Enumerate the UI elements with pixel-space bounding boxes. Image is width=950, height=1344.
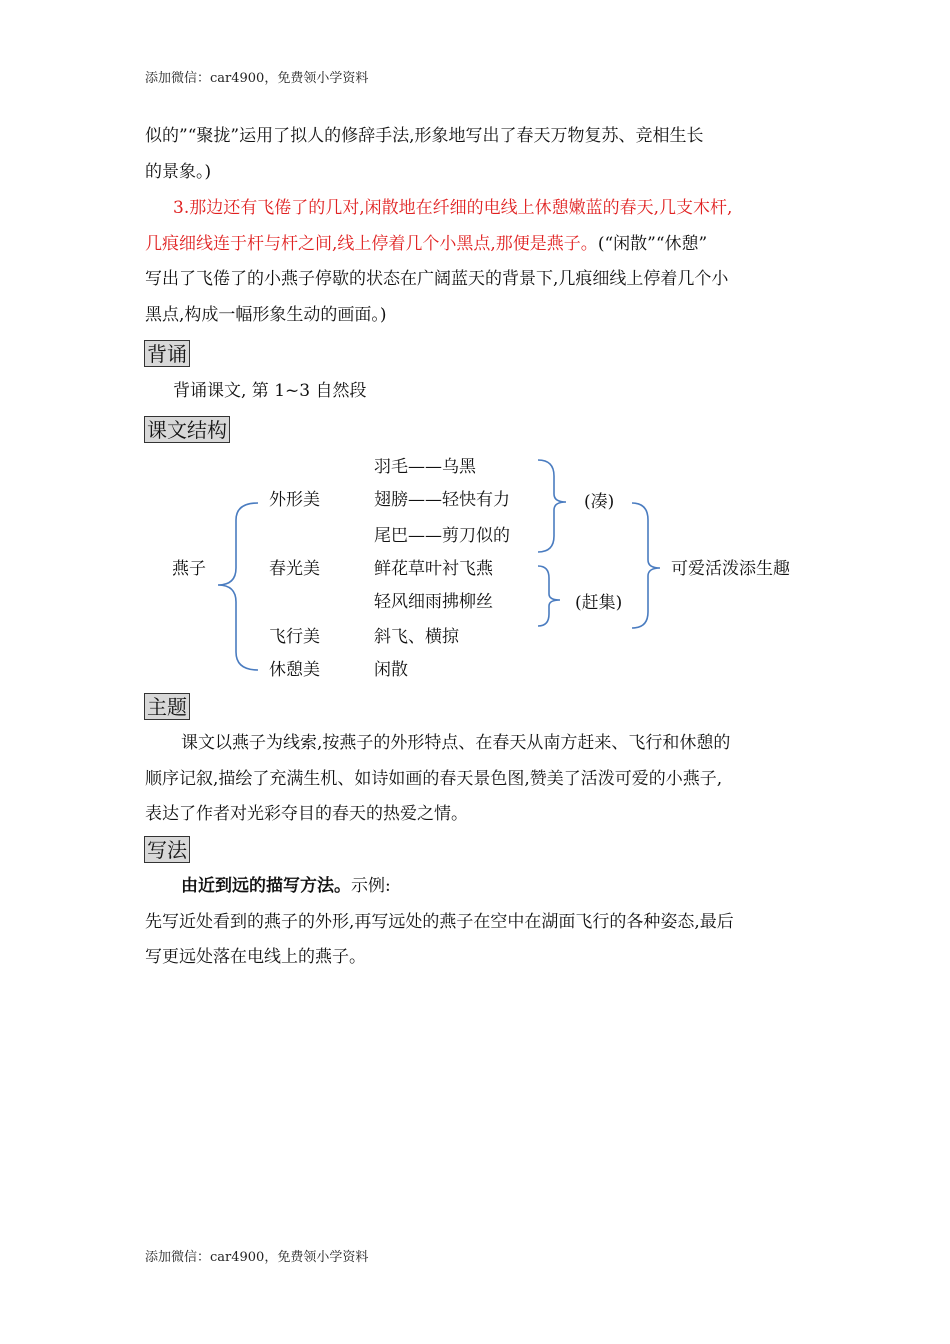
left-brace (218, 503, 258, 670)
appearance-note: (凑) (584, 492, 615, 512)
structure-conclusion: 可爱活泼添生趣 (671, 559, 790, 579)
rest-item: 闲散 (374, 660, 408, 680)
example-label: 示例: (351, 876, 391, 896)
appearance-label: 外形美 (269, 490, 320, 510)
theme-paragraph (145, 726, 810, 833)
text-line: 课文以燕子为线索,按燕子的外形特点、在春天从南方赶来、飞行和休憩的 (181, 733, 731, 753)
spring-bracket (538, 566, 560, 626)
text-line (145, 869, 810, 905)
text-line: 表达了作者对光彩夺目的春天的热爱之情。 (145, 804, 468, 824)
conclusion-bracket (632, 503, 660, 628)
appearance-item: 羽毛——乌黑 (374, 457, 476, 477)
writing-paragraph (145, 869, 810, 976)
text-line: 先写近处看到的燕子的外形,再写远处的燕子在空中在湖面飞行的各种姿态,最后 (145, 911, 734, 932)
text-line: 黑点,构成一幅形象生动的画面。) (145, 304, 387, 325)
writing-method: 由近到远的描写方法。 (181, 876, 351, 896)
section-label-structure: 课文结构 (144, 416, 230, 443)
spring-label: 春光美 (269, 559, 320, 579)
analysis-text: (“闲散”“休憩” (597, 233, 708, 254)
appearance-item: 尾巴——剪刀似的 (374, 526, 510, 546)
text-line: 写出了飞倦了的小燕子停歇的状态在广阔蓝天的背景下,几痕细线上停着几个小 (145, 269, 729, 289)
appearance-item: 翅膀——轻快有力 (374, 490, 510, 510)
quoted-text: 几痕细线连于杆与杆之间,线上停着几个小黑点,那便是燕子。 (145, 233, 598, 254)
spring-item: 轻风细雨拂柳丝 (374, 592, 493, 612)
page-header: 添加微信：car4900，免费领小学资料 (145, 71, 369, 86)
text-line: 顺序记叙,描绘了充满生机、如诗如画的春天景色图,赞美了活泼可爱的小燕子, (145, 768, 723, 789)
text-line: 的景象。) (145, 161, 212, 182)
quoted-text: 3.那边还有飞倦了的几对,闲散地在纤细的电线上休憩嫩蓝的春天,几支木杆, (173, 198, 733, 218)
flight-label: 飞行美 (269, 627, 320, 647)
section-label-theme: 主题 (144, 693, 190, 720)
spring-item: 鲜花草叶衬飞燕 (374, 559, 493, 579)
recite-text: 背诵课文, 第 1~3 自然段 (173, 381, 367, 401)
spring-note: (赶集) (575, 593, 623, 613)
text-line: 似的”“聚拢”运用了拟人的修辞手法,形象地写出了春天万物复苏、竞相生长 (145, 126, 704, 146)
text-line: 写更远处落在电线上的燕子。 (145, 947, 366, 967)
structure-root: 燕子 (172, 559, 206, 579)
section-label-writing: 写法 (144, 836, 190, 863)
rest-label: 休憩美 (269, 660, 320, 680)
page-footer: 添加微信：car4900，免费领小学资料 (145, 1250, 369, 1265)
section-label-recite: 背诵 (144, 340, 190, 367)
appearance-bracket (538, 460, 566, 552)
flight-item: 斜飞、横掠 (374, 627, 459, 647)
